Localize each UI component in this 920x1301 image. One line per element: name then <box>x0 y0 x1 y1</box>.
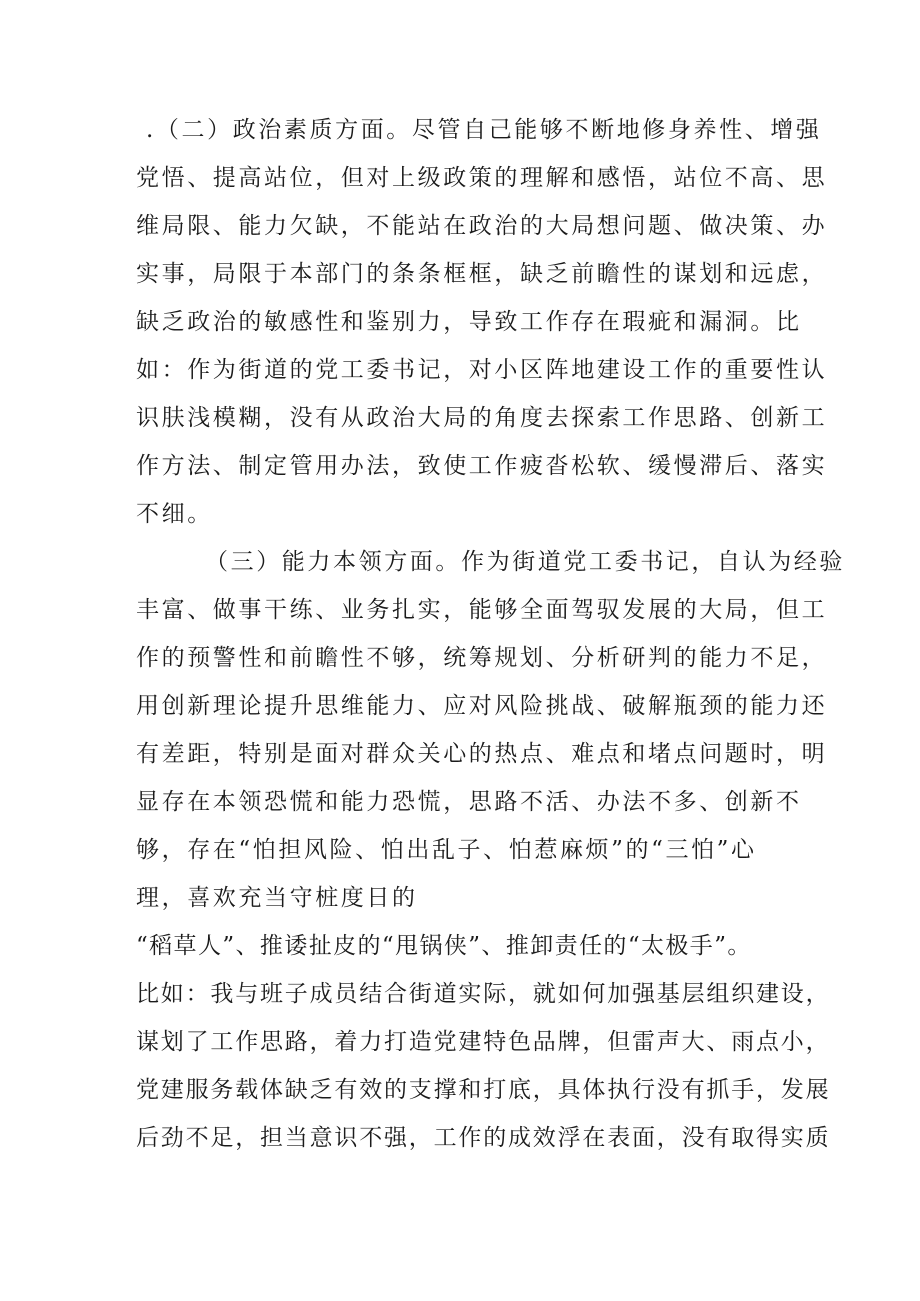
paragraph-line: 实事，局限于本部门的条条框框，缺乏前瞻性的谋划和远虑， <box>136 261 828 287</box>
paragraph-line: 作方法、制定管用办法，致使工作疲沓松软、缓慢滞后、落实 <box>136 453 828 479</box>
paragraph-line: 缺乏政治的敏感性和鉴别力，导致工作存在瑕疵和漏洞。比 <box>136 309 802 335</box>
paragraph-line: 党悟、提高站位，但对上级政策的理解和感悟，站位不高、思 <box>136 165 828 191</box>
paragraph-line: 作的预警性和前瞻性不够，统筹规划、分析研判的能力不足， <box>136 645 828 671</box>
paragraph-line: 丰富、做事干练、业务扎实，能够全面驾驭发展的大局，但工 <box>136 597 828 623</box>
paragraph-line: 显存在本领恐慌和能力恐慌，思路不活、办法不多、创新不 <box>136 789 802 815</box>
paragraph-line: 比如：我与班子成员结合街道实际，就如何加强基层组织建设， <box>136 981 831 1007</box>
paragraph-line: .（二）政治素质方面。尽管自己能够不断地修身养性、增强 <box>146 117 822 143</box>
paragraph-line: 后劲不足，担当意识不强，工作的成效浮在表面，没有取得实质 <box>136 1125 831 1151</box>
paragraph-line: 理，喜欢充当守桩度日的 <box>136 885 418 911</box>
paragraph-line: 不细。 <box>136 501 213 527</box>
paragraph-line: （三）能力本领方面。作为街道党工委书记，自认为经验 <box>205 549 845 575</box>
paragraph-line: 谋划了工作思路，着力打造党建特色品牌，但雷声大、雨点小， <box>136 1029 831 1055</box>
paragraph-line: 用创新理论提升思维能力、应对风险挑战、破解瓶颈的能力还 <box>136 693 828 719</box>
paragraph-line: 够，存在“怕担风险、怕出乱子、怕惹麻烦”的“三怕”心 <box>136 837 757 863</box>
paragraph-line: “稻草人”、推诿扯皮的“甩锅侠”、推卸责任的“太极手”。 <box>136 933 752 959</box>
paragraph-line: 维局限、能力欠缺，不能站在政治的大局想问题、做决策、办 <box>136 213 828 239</box>
paragraph-line: 有差距，特别是面对群众关心的热点、难点和堵点问题时，明 <box>136 741 828 767</box>
paragraph-line: 如：作为街道的党工委书记，对小区阵地建设工作的重要性认 <box>136 357 828 383</box>
paragraph-line: 识肤浅模糊，没有从政治大局的角度去探索工作思路、创新工 <box>136 405 828 431</box>
paragraph-line: 党建服务载体缺乏有效的支撑和打底，具体执行没有抓手，发展 <box>136 1077 831 1103</box>
